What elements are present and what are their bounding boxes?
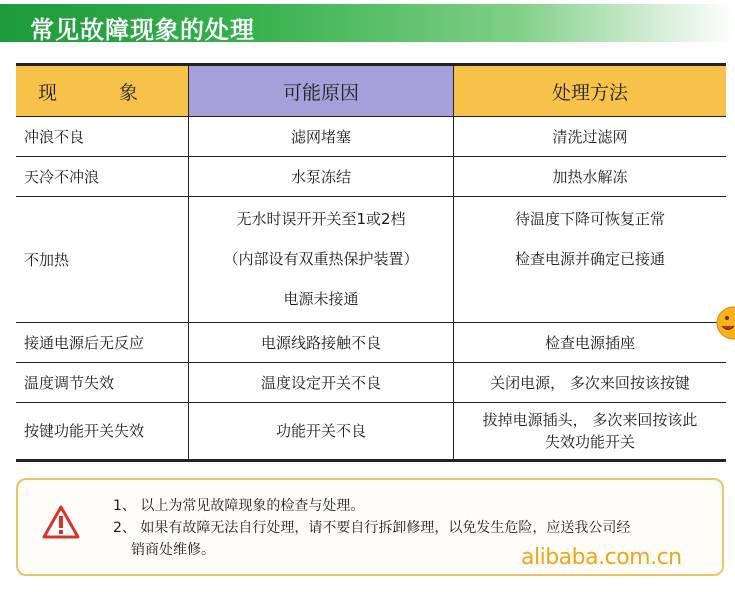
solution-cell xyxy=(454,197,727,322)
solution-cell xyxy=(454,402,727,460)
troubleshooting-table xyxy=(16,63,726,462)
troubleshooting-table-wrapper xyxy=(16,63,726,462)
phenomenon-cell: 不加热 xyxy=(16,197,189,322)
cause-cell: 温度设定开关不良 xyxy=(189,362,454,402)
header-cause: 可能原因 xyxy=(189,65,454,117)
cause-cell: 水泵冻结 xyxy=(189,157,454,197)
solution-line: 待温度下降可恢复正常 xyxy=(514,210,665,229)
header-phenomenon: 现 象 xyxy=(16,65,189,117)
header-solution: 处理方法 xyxy=(454,65,727,117)
table-row xyxy=(16,157,726,197)
cause-cell: 功能开关不良 xyxy=(189,402,454,460)
table-row xyxy=(16,197,726,322)
table-header-row xyxy=(16,65,726,117)
solution-line: 检查电源并确定已接通 xyxy=(514,250,665,269)
table-row xyxy=(16,362,726,402)
note-line-2-cont: 销商处维修。 xyxy=(131,542,215,558)
smiley-icon xyxy=(716,306,735,344)
cause-cell: 电源线路接触不良 xyxy=(189,322,454,362)
solution-line: 失效功能开关 xyxy=(544,432,635,451)
note-line-1: 1、 以上为常见故障现象的检查与处理。 xyxy=(113,498,365,514)
cause-line: 电源未接通 xyxy=(283,290,359,309)
solution-cell: 检查电源插座 xyxy=(454,322,727,362)
table-row xyxy=(16,322,726,362)
note-line-2: 2、 如果有故障无法自行处理，请不要自行拆卸修理，以免发生危险，应送我公司经 xyxy=(113,520,631,536)
table-row xyxy=(16,402,726,460)
phenomenon-cell: 温度调节失效 xyxy=(16,362,189,402)
cause-cell xyxy=(189,197,454,322)
page-title: 常见故障现象的处理 xyxy=(30,16,255,44)
solution-cell: 清洗过滤网 xyxy=(454,117,727,157)
cause-line: 无水时误开开关至1或2档 xyxy=(236,210,406,229)
phenomenon-cell: 按键功能开关失效 xyxy=(16,402,189,460)
warning-triangle-icon xyxy=(42,505,80,543)
phenomenon-cell: 冲浪不良 xyxy=(16,117,189,157)
cause-line: （内部设有双重热保护装置） xyxy=(223,250,419,269)
phenomenon-cell: 接通电源后无反应 xyxy=(16,322,189,362)
title-bar xyxy=(0,4,735,42)
watermark: alibaba.com.cn xyxy=(521,545,682,570)
phenomenon-cell: 天冷不冲浪 xyxy=(16,157,189,197)
solution-cell: 加热水解冻 xyxy=(454,157,727,197)
table-row xyxy=(16,117,726,157)
cause-cell: 滤网堵塞 xyxy=(189,117,454,157)
solution-cell: 关闭电源， 多次来回按该按键 xyxy=(454,362,727,402)
solution-line: 拔掉电源插头， 多次来回按该此 xyxy=(482,410,698,429)
